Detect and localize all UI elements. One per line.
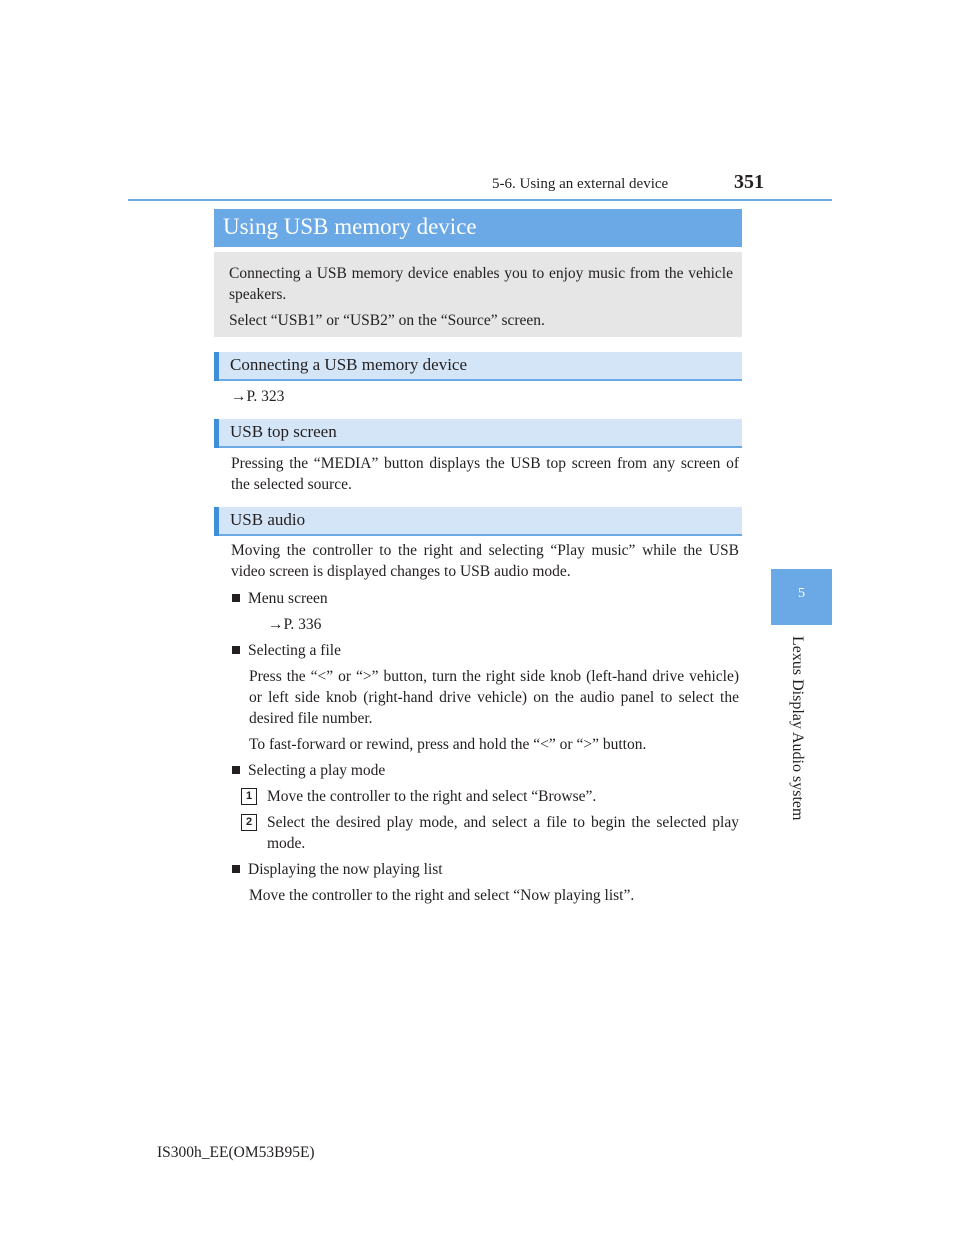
intro-text: Connecting a USB memory device enables you to enjoy music from the vehicle speakers. bbox=[229, 265, 733, 303]
subhead-marker bbox=[214, 352, 219, 381]
now-playing-text: Move the controller to the right and select “Now playing list”. bbox=[249, 887, 635, 904]
subhead-label: Connecting a USB memory device bbox=[230, 355, 468, 374]
chapter-title: Lexus Display Audio system bbox=[789, 636, 806, 821]
bullet-icon bbox=[232, 766, 240, 774]
subhead-label: USB audio bbox=[230, 510, 306, 529]
bullet-icon bbox=[232, 594, 240, 602]
bullet-selecting-file bbox=[232, 640, 341, 661]
subhead-marker bbox=[214, 507, 219, 536]
bullet-menu-screen bbox=[232, 588, 328, 609]
file-instructions: Press the “<” or “>” button, turn the right side knob (left-hand drive vehicle) or left side knob (right-hand drive vehicle) on the audio panel to select the desired file number. bbox=[249, 668, 739, 727]
footer-code: IS300h_EE(OM53B95E) bbox=[157, 1144, 315, 1161]
page-reference: →P. 336 bbox=[268, 616, 322, 633]
step-2-text: Select the desired play mode, and select a file to begin the selected play mode. bbox=[267, 814, 739, 852]
page-title-bar bbox=[214, 209, 742, 247]
chapter-tab bbox=[771, 569, 832, 625]
top-screen-text: Pressing the “MEDIA” button displays the USB top screen from any screen of the selected source. bbox=[231, 455, 739, 493]
step-number-2: 2 bbox=[241, 814, 257, 831]
bullet-now-playing bbox=[232, 859, 443, 880]
chapter-number: 5 bbox=[798, 586, 805, 601]
header-divider bbox=[128, 199, 832, 201]
step-1-text: Move the controller to the right and select “Browse”. bbox=[267, 788, 597, 805]
bullet-label: Menu screen bbox=[248, 590, 328, 607]
subhead-label: USB top screen bbox=[230, 422, 337, 441]
page-title: Using USB memory device bbox=[223, 214, 477, 239]
page-reference: →P. 323 bbox=[231, 388, 285, 405]
page-number: 351 bbox=[734, 171, 764, 193]
intro-instruction: Select “USB1” or “USB2” on the “Source” screen. bbox=[229, 312, 545, 329]
subhead-audio bbox=[214, 507, 742, 536]
step-number-1: 1 bbox=[241, 788, 257, 805]
audio-text: Moving the controller to the right and selecting “Play music” while the USB video screen is displayed changes to USB audio mode. bbox=[231, 542, 739, 580]
fast-forward-text: To fast-forward or rewind, press and hold the “<” or “>” button. bbox=[249, 736, 647, 753]
subhead-marker bbox=[214, 419, 219, 448]
bullet-play-mode bbox=[232, 760, 385, 781]
subhead-top-screen bbox=[214, 419, 742, 448]
bullet-label: Selecting a file bbox=[248, 642, 341, 659]
bullet-label: Displaying the now playing list bbox=[248, 861, 443, 878]
section-header: 5-6. Using an external device bbox=[492, 176, 669, 192]
intro-box bbox=[214, 252, 742, 337]
bullet-icon bbox=[232, 865, 240, 873]
bullet-label: Selecting a play mode bbox=[248, 762, 386, 779]
subhead-connecting bbox=[214, 352, 742, 381]
bullet-icon bbox=[232, 646, 240, 654]
chapter-title-vertical bbox=[788, 636, 812, 826]
